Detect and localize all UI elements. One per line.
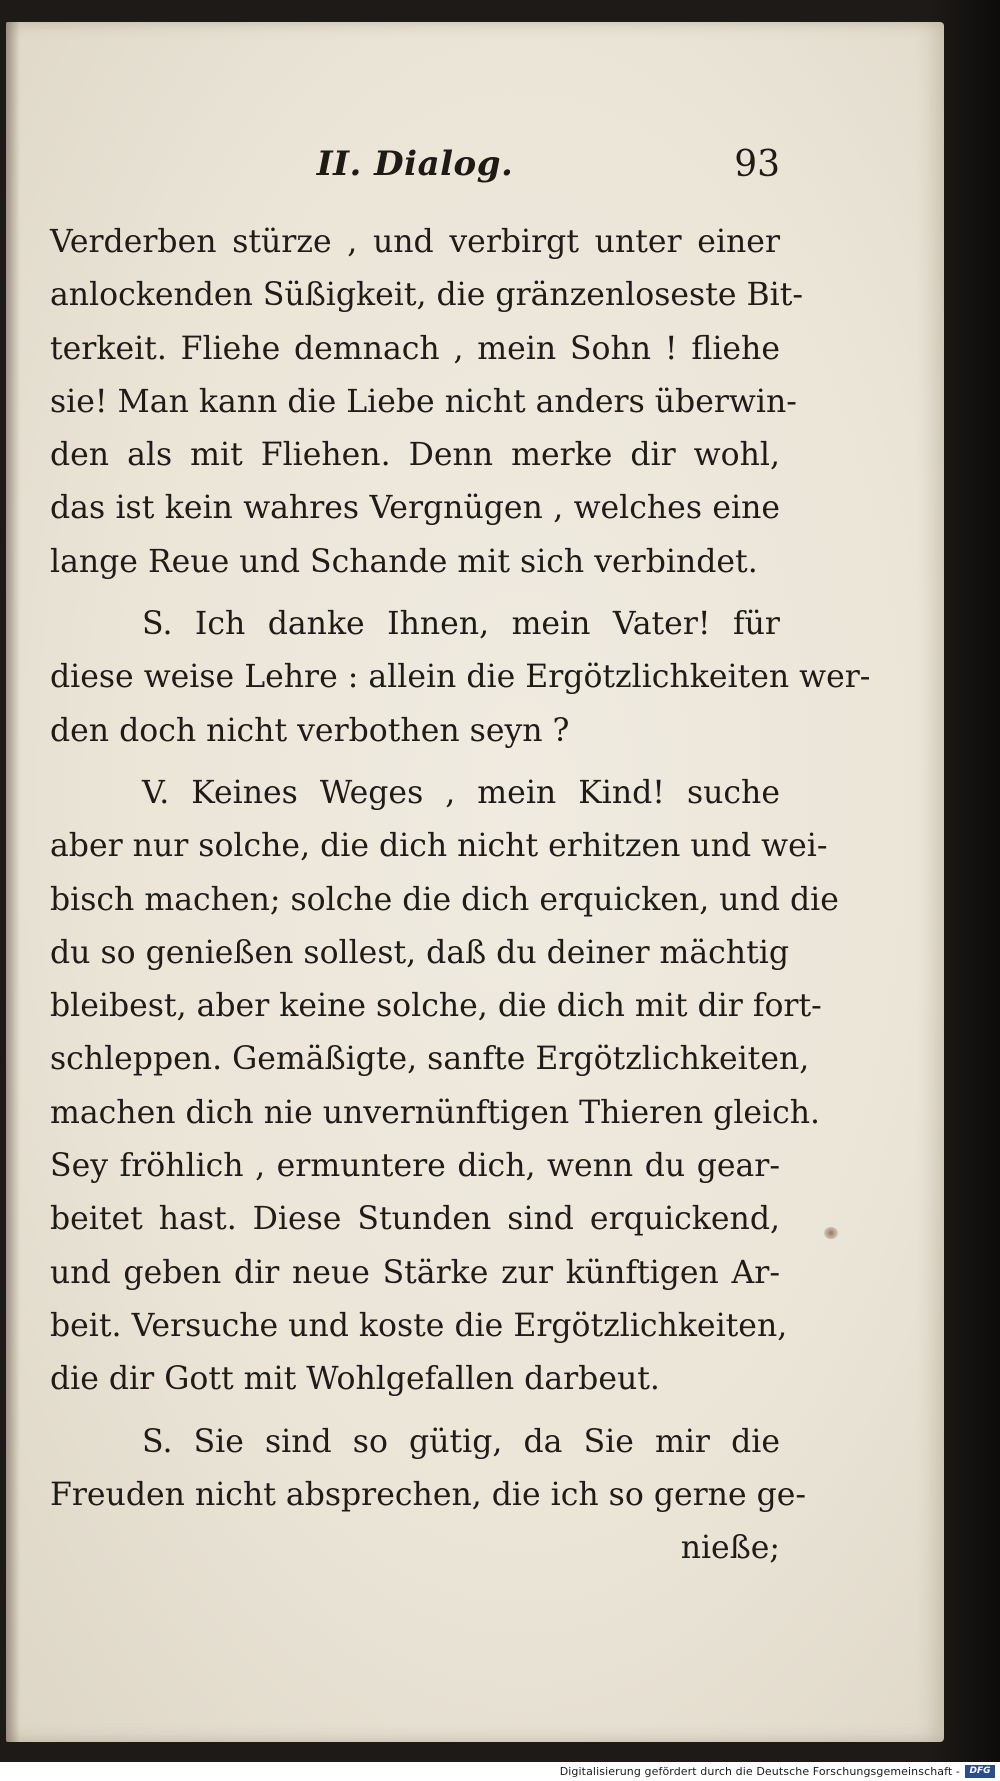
text-line: beit. Versuche und koste die Ergötzlichkeiten, bbox=[50, 1307, 788, 1344]
running-title: II. Dialog. bbox=[316, 144, 514, 184]
text-line: S. Ich danke Ihnen, mein Vater! für bbox=[142, 606, 780, 643]
paragraph bbox=[50, 1416, 807, 1576]
text-line: Freuden nicht absprechen, die ich so gerne ge- bbox=[50, 1476, 807, 1513]
paper-stain bbox=[824, 1227, 838, 1239]
text-line: machen dich nie unvernünftigen Thieren gleich. bbox=[50, 1094, 821, 1131]
text-line: Sey fröhlich , ermuntere dich, wenn du gear- bbox=[50, 1148, 780, 1185]
dfg-logo-icon: DFG bbox=[965, 1765, 995, 1778]
text-line: das ist kein wahres Vergnügen , welches eine bbox=[50, 490, 780, 527]
text-line: aber nur solche, die dich nicht erhitzen und wei- bbox=[50, 828, 828, 865]
text-line: terkeit. Fliehe demnach , mein Sohn ! fliehe bbox=[50, 330, 780, 367]
text-line: und geben dir neue Stärke zur künftigen Ar- bbox=[50, 1254, 780, 1291]
text-line: bleibest, aber keine solche, die dich mit dir fort- bbox=[50, 988, 822, 1025]
text-block bbox=[50, 216, 871, 1584]
text-line: bisch machen; solche die dich erquicken, und die bbox=[50, 881, 839, 918]
book-page bbox=[6, 22, 944, 1742]
text-line: beitet hast. Diese Stunden sind erquickend, bbox=[50, 1201, 780, 1238]
text-line: schleppen. Gemäßigte, sanfte Ergötzlichkeiten, bbox=[50, 1041, 810, 1078]
spine-shadow bbox=[6, 22, 20, 1742]
text-line: V. Keines Weges , mein Kind! suche bbox=[142, 774, 780, 811]
footer-credit: Digitalisierung gefördert durch die Deutsche Forschungsgemeinschaft - bbox=[559, 1765, 960, 1778]
text-line: lange Reue und Schande mit sich verbindet. bbox=[50, 543, 758, 580]
paragraph bbox=[50, 767, 839, 1407]
page-number: 93 bbox=[734, 144, 780, 185]
text-line: S. Sie sind so gütig, da Sie mir die bbox=[142, 1423, 780, 1460]
text-line: diese weise Lehre : allein die Ergötzlichkeiten wer- bbox=[50, 659, 871, 696]
text-line: anlockenden Süßigkeit, die gränzenloseste Bit- bbox=[50, 277, 804, 314]
text-line: den als mit Fliehen. Denn merke dir wohl, bbox=[50, 437, 780, 474]
digitization-footer bbox=[0, 1762, 1000, 1781]
paragraph bbox=[50, 598, 871, 758]
text-line: die dir Gott mit Wohlgefallen darbeut. bbox=[50, 1361, 660, 1398]
text-line: sie! Man kann die Liebe nicht anders überwin- bbox=[50, 383, 797, 420]
paragraph bbox=[50, 216, 804, 589]
text-line: den doch nicht verbothen seyn ? bbox=[50, 712, 570, 749]
text-line: Verderben stürze , und verbirgt unter einer bbox=[50, 224, 780, 260]
catchword: nieße; bbox=[680, 1530, 780, 1567]
running-head bbox=[50, 144, 780, 194]
text-line: du so genießen sollest, daß du deiner mächtig bbox=[50, 934, 789, 971]
